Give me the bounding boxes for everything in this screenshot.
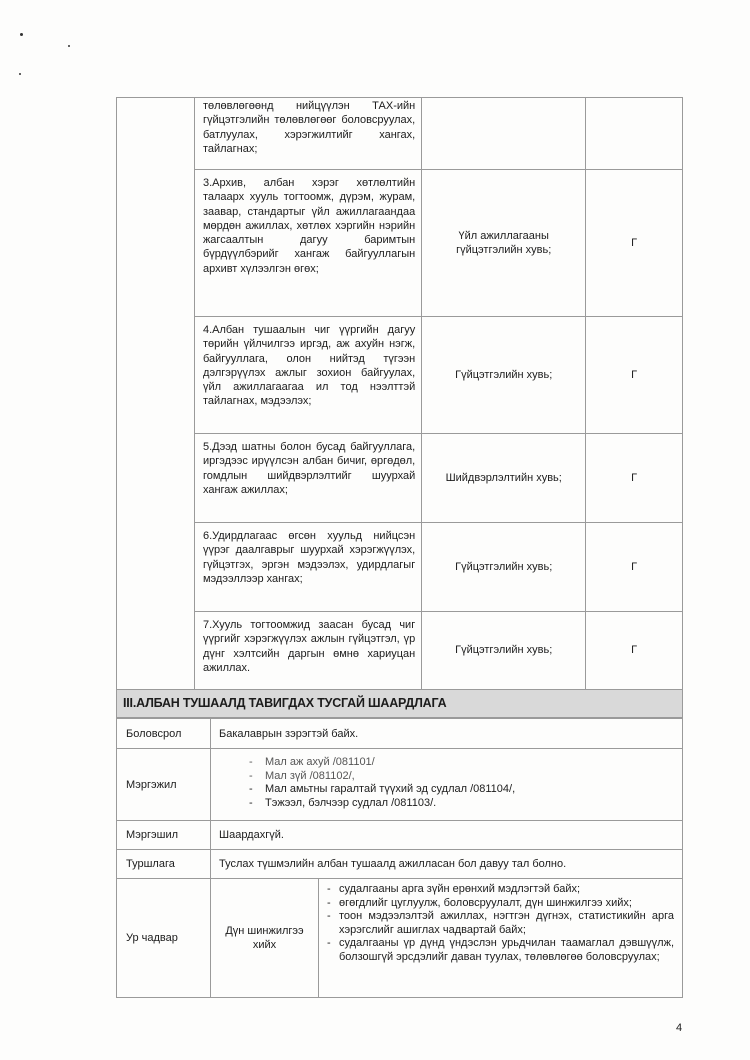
table-row [117,749,683,821]
list-item: - судалгааны арга зүйн ерөнхий мэдлэгтэй байх; [325,883,674,897]
table-row [117,879,683,998]
experience-value: Туслах түшмэлийн албан тушаалд ажилласан бол давуу тал болно. [211,850,683,879]
duty-text: төлөвлөгөөнд нийцүүлэн ТАХ-ийн гүйцэтгэлийн төлөвлөгөөг боловсруулах, батлуулах, хэрэгжилтийг хангах, тайлагнах; [202,100,416,155]
duty-text: 3.Архив, албан хэрэг хөтлөлтийн талаарх хууль тогтоомж, дүрэм, журам, заавар, стандартыг үйл ажиллагаандаа мөрдөн ажиллах, хөтлөх хэргийн нэрийн жагсаалтын дагуу баримтын бүрдүүлбэрийг хангаж байгууллагын архивт хүлээлгэн өгөх; [202,177,416,275]
duty-cell [194,170,421,317]
result-cell: Гүйцэтгэлийн хувь; [422,612,586,690]
duty-text: 6.Удирдлагаас өгсөн хуульд нийцсэн үүрэг даалгаврыг шуурхай хэрэгжүүлэх, гүйцэтгэх, эргэн мэдээлэх, удирдлагыг мэдээллээр хангах; [202,530,416,585]
grade-cell: Г [586,317,683,434]
result-cell: Үйл ажиллагааны гүйцэтгэлийн хувь; [422,170,586,317]
list-item: - Мал зүй /081102/, [247,770,674,784]
table-row [117,719,683,749]
table-row [117,821,683,850]
skills-label: Ур чадвар [117,879,211,998]
profession-label: Мэргэжил [117,749,211,821]
skills-value [319,879,683,998]
grade-cell: Г [586,170,683,317]
table-row [117,850,683,879]
table-row [117,170,683,317]
grade-cell [586,98,683,170]
profession-list [247,756,674,810]
scan-speck [20,33,23,36]
duty-text: 4.Албан тушаалын чиг үүргийн дагуу төрийн үйлчилгээ иргэд, аж ахуйн нэгж, байгууллага, олон нийтэд түгээн дэлгэрүүлэх ажлыг зохион байгуулах, үйл ажиллагаагаа ил тод нээлттэй тайлагнах, мэдээлэх; [202,324,416,408]
education-label: Боловсрол [117,719,211,749]
duty-text: 5.Дээд шатны болон бусад байгууллага, иргэдээс ирүүлсэн албан бичиг, өргөдөл, гомдлын шийдвэрлэлтийг шуурхай хангаж ажиллах; [202,441,416,496]
requirements-table [116,718,683,998]
qualification-value: Шаардахгүй. [211,821,683,850]
education-value: Бакалаврын зэрэгтэй байх. [211,719,683,749]
result-cell: Гүйцэтгэлийн хувь; [422,317,586,434]
section-title: III.АЛБАН ТУШААЛД ТАВИГДАХ ТУСГАЙ ШААРДЛАГА [116,689,683,718]
table-row [117,612,683,690]
grade-cell: Г [586,523,683,612]
table-row [117,523,683,612]
page-number: 4 [676,1022,683,1034]
table-row [117,434,683,523]
list-item: - Мал аж ахуй /081101/ [247,756,674,770]
grade-cell: Г [586,434,683,523]
duty-cell [194,98,421,170]
grade-cell: Г [586,612,683,690]
list-item: - өгөгдлийг цуглуулж, боловсруулалт, дүн шинжилгээ хийх; [325,897,674,911]
list-item: - тоон мэдээлэлтэй ажиллах, нэгтгэн дүгнэх, статистикийн арга хэрэгслийг ашиглах чадвартай байх; [325,910,674,937]
table-row [117,98,683,170]
result-cell: Гүйцэтгэлийн хувь; [422,523,586,612]
list-item: - Тэжээл, бэлчээр судлал /081103/. [247,797,674,811]
qualification-label: Мэргэшил [117,821,211,850]
result-cell [422,98,586,170]
list-item: - судалгааны үр дүнд үндэслэн урьдчилан таамаглал дэвшүүлж, болзошгүй эрсдэлийг даван туулах, төлөвлөгөө боловсруулах; [325,937,674,964]
profession-value [211,749,683,821]
experience-label: Туршлага [117,850,211,879]
list-item: - Мал амьтны гаралтай түүхий эд судлал /081104/, [247,783,674,797]
duty-cell [194,434,421,523]
duties-table [116,97,683,690]
duty-cell [194,612,421,690]
skills-sub-label: Дүн шинжилгээ хийх [211,879,319,998]
duty-text: 7.Хууль тогтоомжид заасан бусад чиг үүргийг хэрэгжүүлэх ажлын гүйцэтгэл, үр дүнг хэлтсийн даргын өмнө хариуцан ажиллах. [202,619,416,674]
result-cell: Шийдвэрлэлтийн хувь; [422,434,586,523]
empty-category-cell [117,98,195,690]
scan-speck [19,73,21,75]
duty-cell [194,317,421,434]
skills-list [325,883,674,965]
duty-cell [194,523,421,612]
scan-speck [68,45,70,47]
table-row [117,317,683,434]
